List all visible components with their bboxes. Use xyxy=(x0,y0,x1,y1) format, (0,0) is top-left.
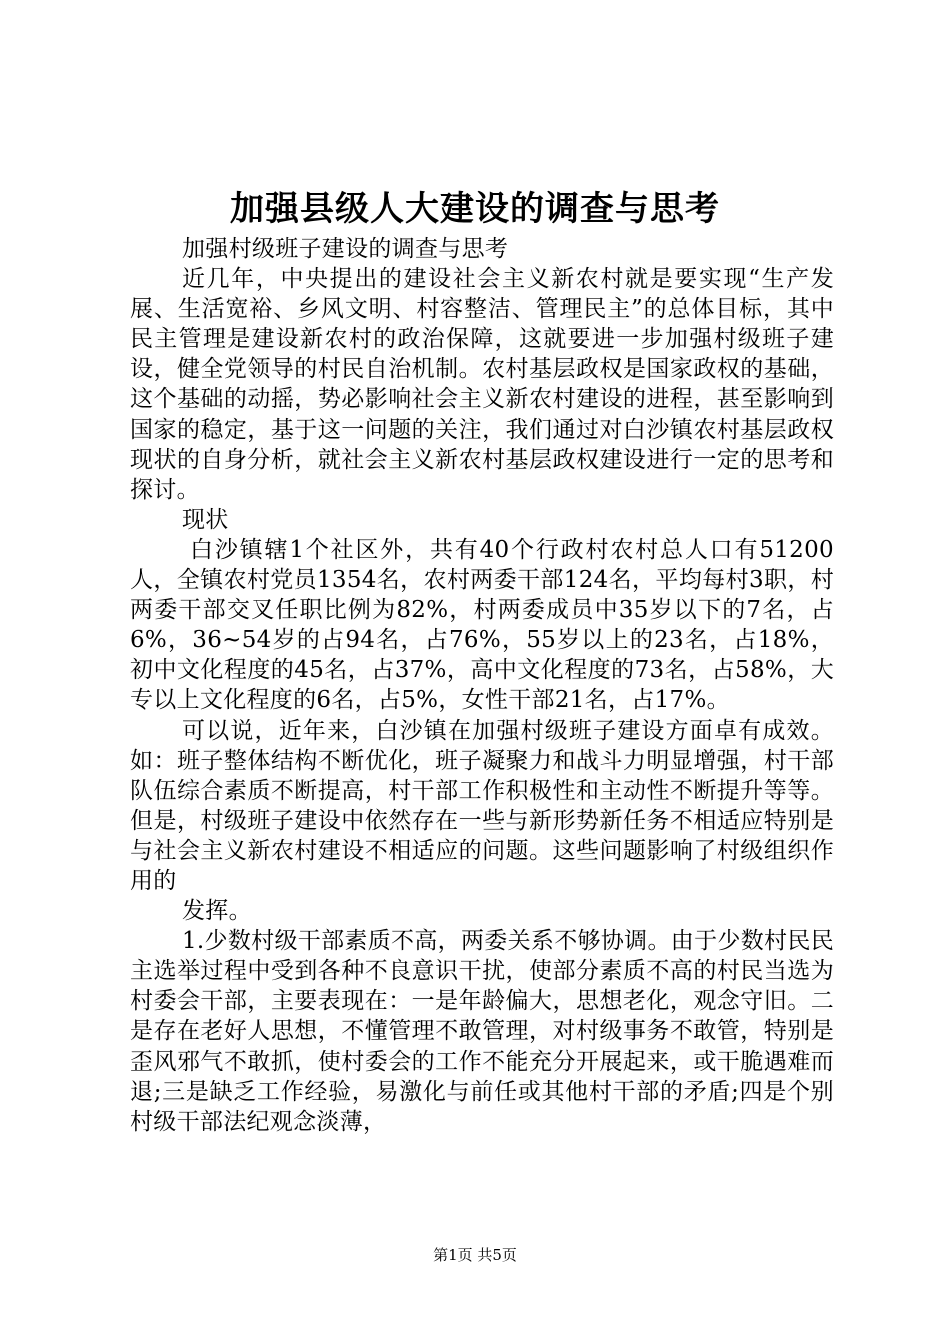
section-heading-status: 现状 xyxy=(182,506,229,533)
paragraph-problem-1: 1.少数村级干部素质不高，两委关系不够协调。由于少数村民民主选举过程中受到各种不良意识干扰，使部分素质不高的村民当选为村委会干部，主要表现在：一是年龄偏大，思想老化，观念守旧。二是存在老好人思想，不懂管理不敢管理，对村级事务不敢管，特别是歪风邪气不敢抓，使村委会的工作不能充分开展起来，或干脆遇难而退;三是缺乏工作经验，易激化与前任或其他村干部的矛盾;四是个别村级干部法纪观念淡薄， xyxy=(130,928,834,1135)
subtitle: 加强村级班子建设的调查与思考 xyxy=(182,236,509,262)
paragraph-continuation: 发挥。 xyxy=(182,898,252,925)
page-number-footer: 第1页 共5页 xyxy=(433,1246,517,1264)
document-title: 加强县级人大建设的调查与思考 xyxy=(230,189,720,229)
paragraph-intro: 近几年，中央提出的建设社会主义新农村就是要实现“生产发展、生活宽裕、乡风文明、村容整洁、管理民主”的总体目标，其中民主管理是建设新农村的政治保障，这就要进一步加强村级班子建设，健全党领导的村民自治机制。农村基层政权是国家政权的基础，这个基础的动摇，势必影响社会主义新农村建设的进程，甚至影响到国家的稳定，基于这一问题的关注，我们通过对白沙镇农村基层政权现状的自身分析，就社会主义新农村基层政权建设进行一定的思考和探讨。 xyxy=(130,266,834,503)
paragraph-statistics: 白沙镇辖1个社区外，共有40个行政村农村总人口有51200人，全镇农村党员1354名，农村两委干部124名，平均每村3职，村两委干部交叉任职比例为82%，村两委成员中35岁以下的7名，占6%，36~54岁的占94名，占76%，55岁以上的23名，占18%，初中文化程度的45名，占37%，高中文化程度的73名，占58%，大专以上文化程度的6名，占5%，女性干部21名，占17%。 xyxy=(130,536,834,714)
document-body xyxy=(130,234,834,1137)
paragraph-achievements: 可以说，近年来，白沙镇在加强村级班子建设方面卓有成效。如：班子整体结构不断优化，班子凝聚力和战斗力明显增强，村干部队伍综合素质不断提高，村干部工作积极性和主动性不断提升等等。但是，村级班子建设中依然存在一些与新形势新任务不相适应特别是与社会主义新农村建设不相适应的问题。这些问题影响了村级组织作用的 xyxy=(130,717,834,894)
